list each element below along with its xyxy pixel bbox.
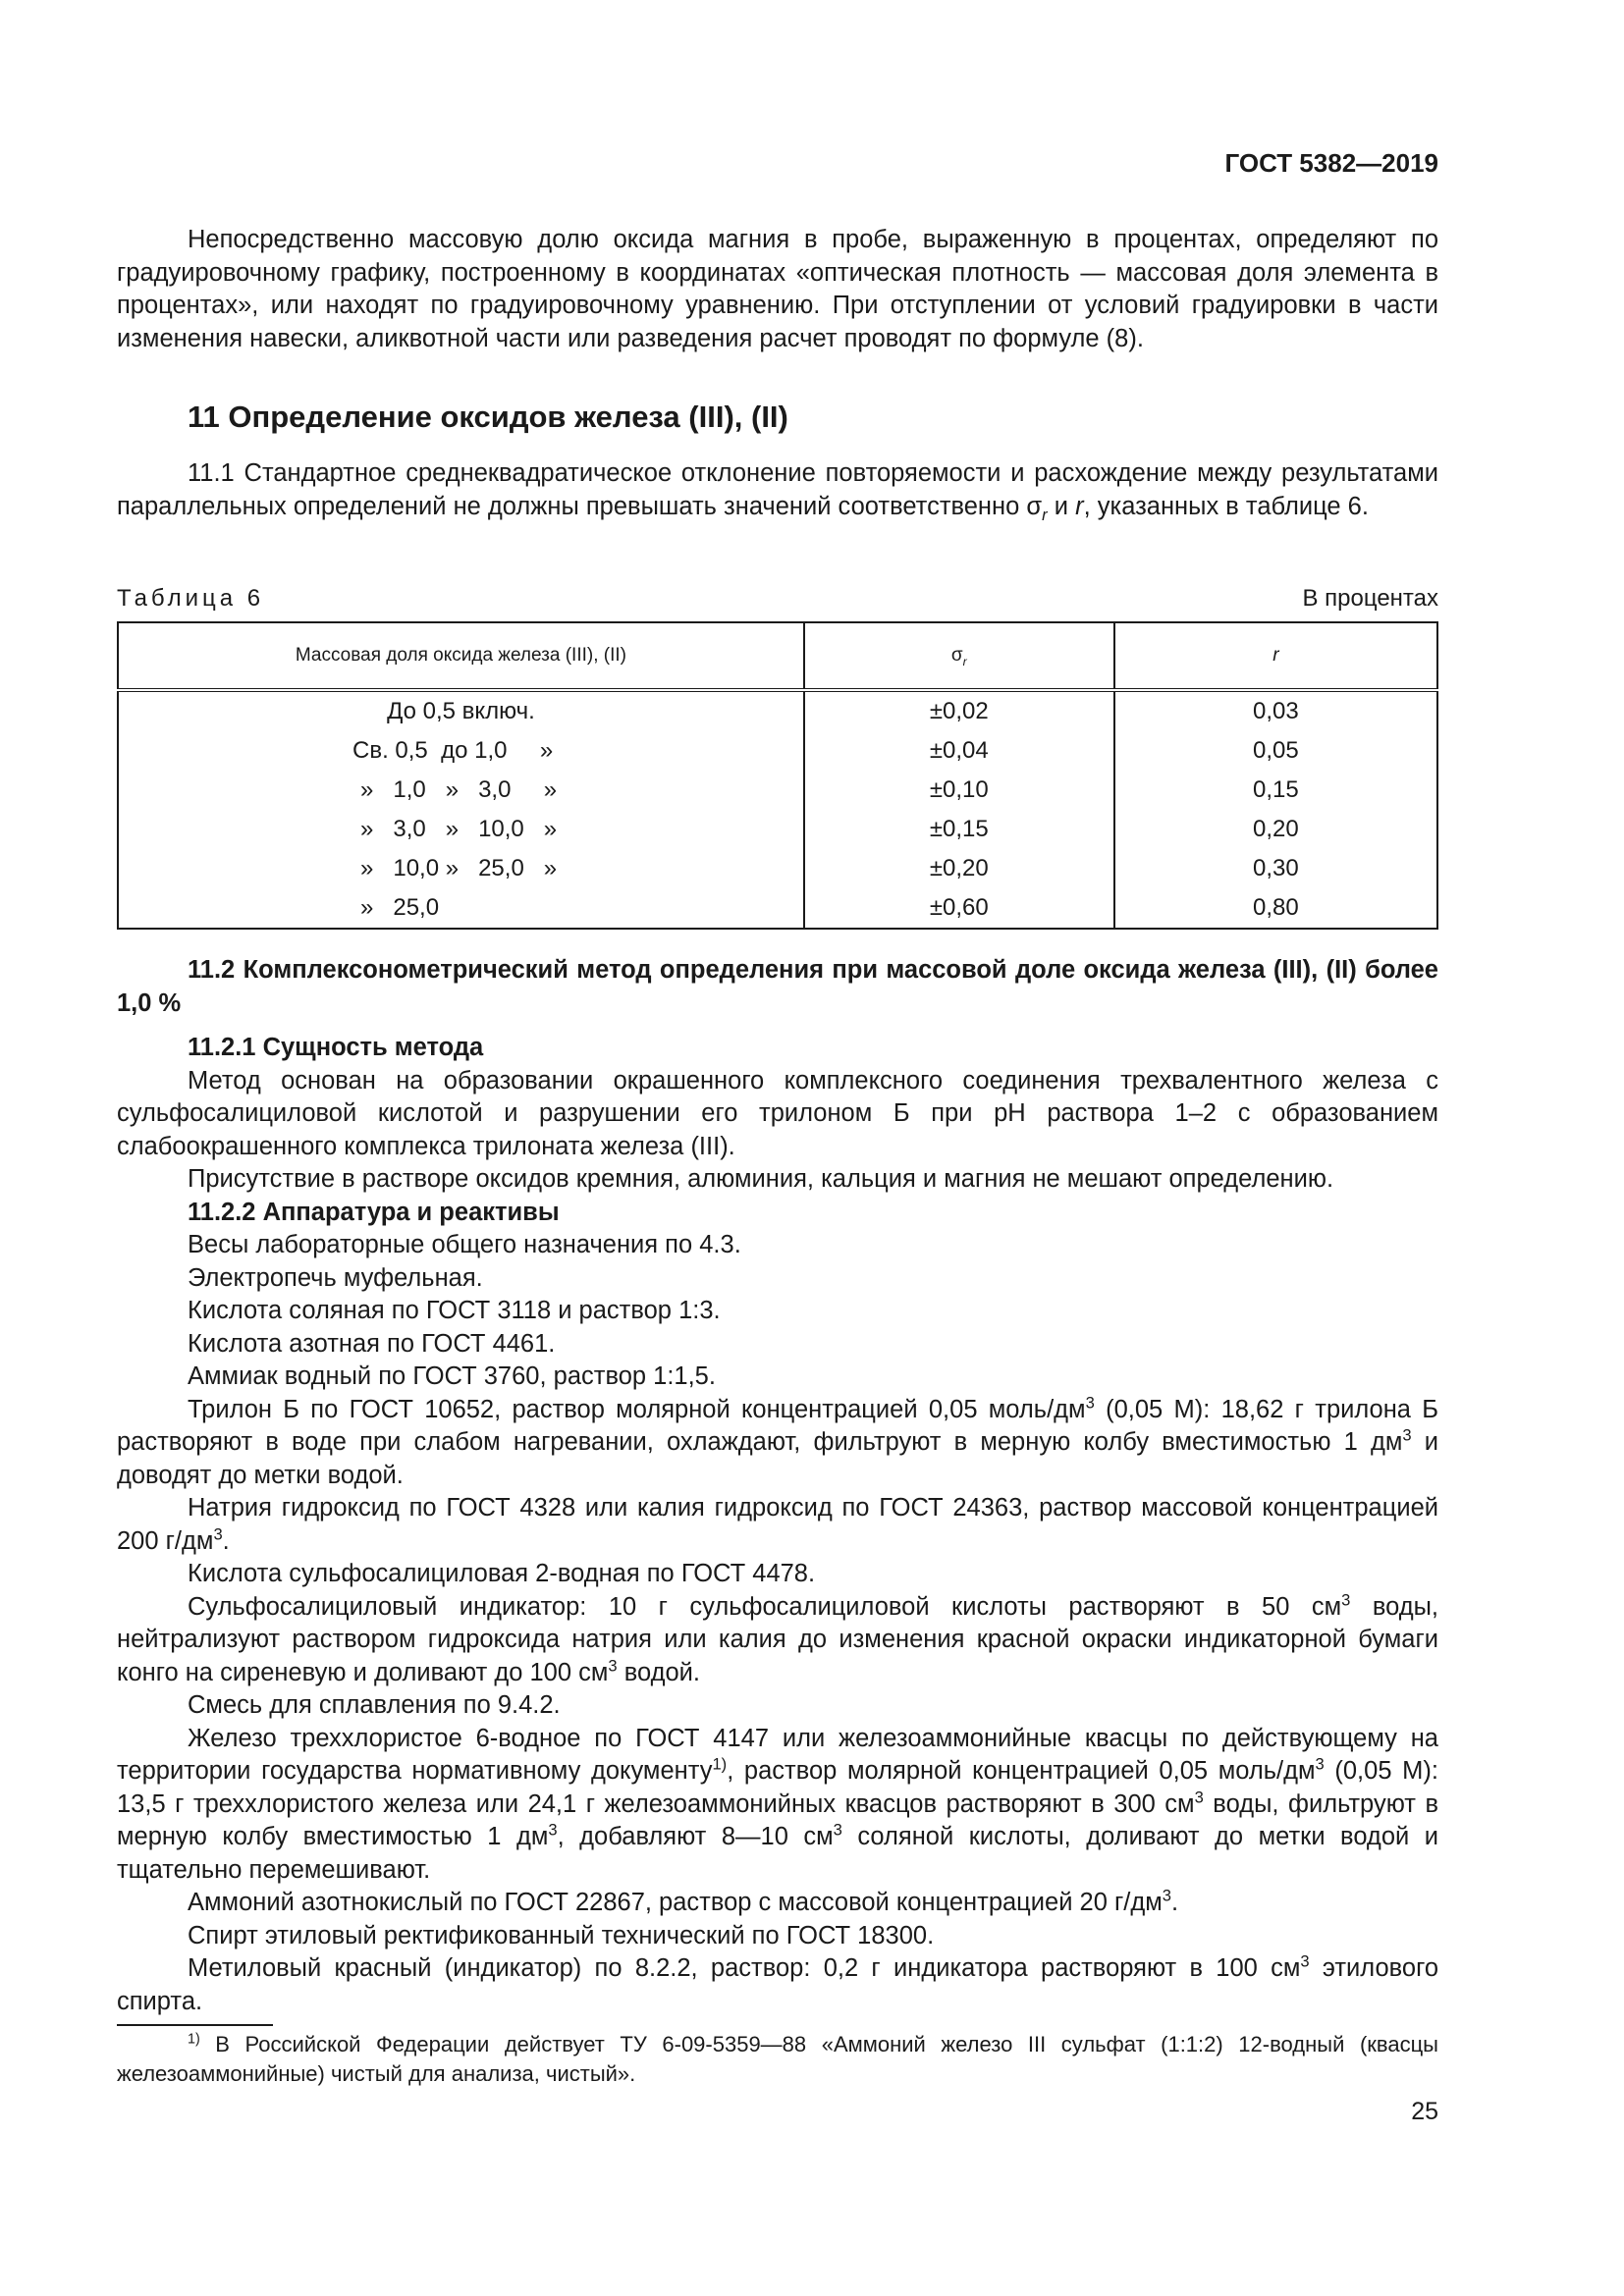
footnote-ref: 1) <box>712 1754 728 1774</box>
reagent-item: Кислота соляная по ГОСТ 3118 и раствор 1:3. <box>188 1297 721 1324</box>
subsection-11-2-2-title: 11.2.2 Аппаратура и реактивы <box>188 1198 560 1226</box>
table-row <box>118 810 1437 849</box>
table-unit-note: В процентах <box>1302 585 1438 612</box>
reagent-item: Весы лабораторные общего назначения по 4.3. <box>188 1231 741 1258</box>
reagent-methyl-red: Метиловый красный (индикатор) по 8.2.2, раствор: 0,2 г индикатора растворяют в 100 $см^3$ этилового спирта. <box>117 1951 1439 2015</box>
table-row <box>118 731 1437 771</box>
table-row <box>118 888 1437 929</box>
table-caption-row <box>117 582 1438 615</box>
section-title: 11 Определение оксидов железа (III), (II) <box>188 400 788 434</box>
reagent-item: Кислота азотная по ГОСТ 4461. <box>188 1329 556 1358</box>
table-row <box>118 690 1437 731</box>
cell-sigma: ±0,15 <box>804 810 1114 849</box>
footnote: $^{1)}$ В Российской Федерации действует ТУ 6-09-5359—88 «Аммоний железо III сульфат (1:1:2) 12-водный (квасцы железоаммонийные) чистый для анализа, чистый». <box>117 2031 1438 2086</box>
cell-sigma: ±0,10 <box>804 771 1114 810</box>
paragraph-11-1-block <box>117 457 1438 523</box>
intro-paragraph: Непосредственно массовую долю оксида магния в пробе, выраженную в процентах, определяют по градуировочному графику, построенному в координатах «оптическая плотность — массовая доля элемента в процентах», или находят по градуировочному уравнению. При отступлении от условий градуировки в части изменения навески, аликвотной части или разведения расчет проводят по формуле (8). <box>117 226 1438 352</box>
cell-mass-fraction: » 3,0 » 10,0 » <box>118 810 804 849</box>
reagent-iron-chloride: Железо треххлористое 6-водное по ГОСТ 4147 или железоаммонийные квасцы по действующему на территории государства нормативному документу$^{1)}$, раствор молярной концентрацией 0,05 моль/$дм^3$ (0,05 М): 13,5 г треххлористого железа или 24,1 г железоаммонийных квасцов растворяют в 300 $см^3$ воды, фильтруют в мерную колбу вместимостью 1 $дм^3$, добавляют 8—10 $см^3$ соляной кислоты, доливают до метки водой и тщательно перемешивают. <box>117 1724 1438 1884</box>
method-interference: Присутствие в растворе оксидов кремния, алюминия, кальция и магния не мешают определению. <box>188 1165 1334 1193</box>
reagent-fusion-mix: Смесь для сплавления по 9.4.2. <box>188 1691 561 1719</box>
header-sigma: $\sigma_r$ <box>804 622 1114 690</box>
reagent-sulfosalicylic-indicator: Сульфосалициловый индикатор: 10 г сульфосалициловой кислоты растворяют в 50 $см^3$ воды, нейтрализуют раствором гидроксида натрия или калия до изменения красной окраски индикаторной бумаги конго на сиреневую и доливают до 100 $см^3$ водой. <box>117 1590 1438 1686</box>
table-6-block <box>117 582 1438 930</box>
cell-mass-fraction: До 0,5 включ. <box>118 690 804 731</box>
reagent-list <box>117 1229 1438 1394</box>
cell-sigma: ±0,60 <box>804 888 1114 929</box>
cell-sigma: ±0,20 <box>804 849 1114 888</box>
cell-r: 0,20 <box>1114 810 1437 849</box>
cell-sigma: ±0,02 <box>804 690 1114 731</box>
reagent-ethyl-spirit: Спирт этиловый ректификованный технический по ГОСТ 18300. <box>188 1921 935 1949</box>
cell-mass-fraction: » 25,0 <box>118 888 804 929</box>
cell-r: 0,03 <box>1114 690 1437 731</box>
section-11-2 <box>117 954 1438 2089</box>
reagent-trilon: Трилон Б по ГОСТ 10652, раствор молярной концентрацией 0,05 моль/$дм^3$ (0,05 М): 18,62 г трилона Б растворяют в воде при слабом нагревании, охлаждают, фильтруют в мерную колбу вместимостью 1 $дм^3$ и доводят до метки водой. <box>117 1393 1438 1489</box>
paragraph-11-1: 11.1 Стандартное среднеквадратическое отклонение повторяемости и расхождение между результатами параллельных определений не должны превышать значений соответственно $\sigma_r$ и r, указанных в таблице 6. <box>117 459 1438 524</box>
table-row <box>118 849 1437 888</box>
cell-r: 0,05 <box>1114 731 1437 771</box>
table-6 <box>117 621 1438 930</box>
reagent-hydroxide: Натрия гидроксид по ГОСТ 4328 или калия гидроксид по ГОСТ 24363, раствор массовой концентрацией 200 $г/дм^3$. <box>117 1494 1438 1555</box>
section-11 <box>117 399 1438 436</box>
table-header-row <box>118 622 1437 690</box>
page-number: 25 <box>1411 2098 1438 2125</box>
reagent-ammonium-nitrate: Аммоний азотнокислый по ГОСТ 22867, раствор с массовой концентрацией 20 $г/дм^3$. <box>188 1886 1179 1916</box>
reagent-sulfosalicylic-acid: Кислота сульфосалициловая 2-водная по ГОСТ 4478. <box>188 1560 816 1587</box>
intro-paragraph-block <box>117 224 1438 355</box>
cell-sigma: ±0,04 <box>804 731 1114 771</box>
cell-mass-fraction: » 1,0 » 3,0 » <box>118 771 804 810</box>
subsection-11-2-1-title: 11.2.1 Сущность метода <box>188 1034 484 1061</box>
header-mass-fraction: Массовая доля оксида железа (III), (II) <box>118 622 804 690</box>
reagent-item: Электропечь муфельная. <box>188 1263 483 1292</box>
header-r: r <box>1114 622 1437 690</box>
table-row <box>118 771 1437 810</box>
reagent-item: Аммиак водный по ГОСТ 3760, раствор 1:1,5. <box>188 1362 716 1390</box>
cell-mass-fraction: Св. 0,5 до 1,0 » <box>118 731 804 771</box>
cell-r: 0,30 <box>1114 849 1437 888</box>
cell-r: 0,80 <box>1114 888 1437 929</box>
document-id: ГОСТ 5382—2019 <box>1224 148 1438 178</box>
cell-r: 0,15 <box>1114 771 1437 810</box>
table-caption: Таблица 6 <box>117 585 265 612</box>
cell-mass-fraction: » 10,0 » 25,0 » <box>118 849 804 888</box>
method-essence: Метод основан на образовании окрашенного комплексного соединения трехвалентного железа с сульфосалициловой кислотой и разрушении его трилоном Б при pH раствора 1–2 с образованием слабоокрашенного комплекса трилоната железа (III). <box>117 1066 1438 1160</box>
footnote-separator <box>117 2024 273 2026</box>
subsection-11-2-title: 11.2 Комплексонометрический метод определения при массовой доле оксида железа (III), (II) более 1,0 % <box>117 956 1438 1017</box>
